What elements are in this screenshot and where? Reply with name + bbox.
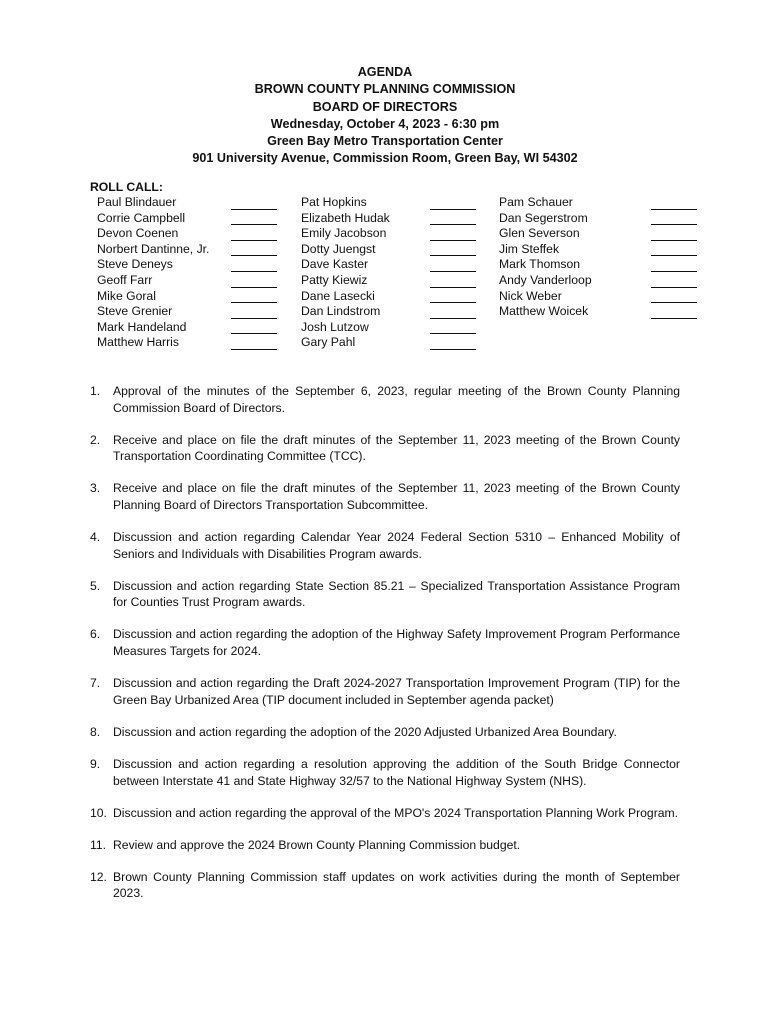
header-date-time: Wednesday, October 4, 2023 - 6:30 pm xyxy=(270,116,500,131)
member-name: Dan Lindstrom xyxy=(301,304,381,319)
member-name: Devon Coenen xyxy=(97,226,179,241)
agenda-item xyxy=(90,383,680,416)
agenda-item xyxy=(90,837,680,854)
roll-call-member xyxy=(499,289,697,305)
agenda-item-text: Discussion and action regarding the adoption of the 2020 Adjusted Urbanized Area Boundary. xyxy=(113,724,617,739)
agenda-item-text: Discussion and action regarding the adoption of the Highway Safety Improvement Program Performance Measures Targets for 2024. xyxy=(113,627,680,659)
roll-call-title: ROLL CALL: xyxy=(90,180,163,194)
agenda-item-number: 11. xyxy=(90,837,107,852)
roll-call-member xyxy=(97,273,277,289)
member-name: Dotty Juengst xyxy=(301,241,376,256)
roll-call-member xyxy=(97,242,277,258)
agenda-item xyxy=(90,869,680,902)
header-organization: BROWN COUNTY PLANNING COMMISSION xyxy=(254,82,516,97)
agenda-item-number: 5. xyxy=(90,578,101,593)
member-name: Josh Lutzow xyxy=(301,319,369,334)
attendance-line xyxy=(430,302,476,303)
roll-call-member xyxy=(97,195,277,211)
roll-call-member xyxy=(97,257,277,273)
attendance-line xyxy=(430,318,476,319)
agenda-item-number: 4. xyxy=(90,530,101,545)
attendance-line xyxy=(430,349,476,350)
roll-call-member xyxy=(499,273,697,289)
attendance-line xyxy=(231,333,277,334)
roll-call-member xyxy=(499,211,697,227)
member-name: Jim Steffek xyxy=(499,241,560,256)
agenda-item-text: Discussion and action regarding Calendar Year 2024 Federal Section 5310 – Enhanced Mobility of Seniors and Individuals with Disabilities Program awards. xyxy=(113,530,680,561)
roll-call-member xyxy=(97,211,277,227)
agenda-item-number: 7. xyxy=(90,676,101,691)
member-name: Nick Weber xyxy=(499,288,562,303)
member-name: Elizabeth Hudak xyxy=(301,210,390,225)
attendance-line xyxy=(430,209,476,210)
member-name: Mike Goral xyxy=(97,288,156,303)
attendance-line xyxy=(651,302,697,303)
member-name: Matthew Woicek xyxy=(499,304,589,319)
agenda-item xyxy=(90,675,680,708)
attendance-line xyxy=(651,240,697,241)
agenda-item-number: 8. xyxy=(90,724,101,739)
attendance-line xyxy=(651,287,697,288)
agenda-item-text: Approval of the minutes of the September 6, 2023, regular meeting of the Brown County Planning Commission Board of Directors. xyxy=(113,384,680,415)
member-name: Glen Severson xyxy=(499,226,580,241)
roll-call-member xyxy=(301,289,476,305)
member-name: Gary Pahl xyxy=(301,335,356,350)
attendance-line xyxy=(651,271,697,272)
agenda-item-number: 12. xyxy=(90,869,107,884)
attendance-line xyxy=(231,318,277,319)
member-name: Geoff Farr xyxy=(97,272,153,287)
agenda-item-text: Brown County Planning Commission staff updates on work activities during the month of September 2023. xyxy=(113,869,680,901)
attendance-line xyxy=(231,271,277,272)
agenda-item-text: Receive and place on file the draft minutes of the September 11, 2023 meeting of the Brown County Transportation Coordinating Committee (TCC). xyxy=(113,432,680,464)
attendance-line xyxy=(651,318,697,319)
attendance-line xyxy=(430,240,476,241)
member-name: Patty Kiewiz xyxy=(301,272,368,287)
agenda-item xyxy=(90,724,680,741)
roll-call-member xyxy=(97,335,277,351)
attendance-line xyxy=(231,209,277,210)
agenda-item-text: Discussion and action regarding the approval of the MPO's 2024 Transportation Planning Work Program. xyxy=(113,805,679,820)
roll-call-member xyxy=(499,226,697,242)
member-name: Mark Handeland xyxy=(97,319,187,334)
header-title: AGENDA xyxy=(357,65,413,79)
roll-call-column-2 xyxy=(301,195,476,351)
roll-call-member xyxy=(301,211,476,227)
agenda-item xyxy=(90,805,680,822)
attendance-line xyxy=(231,255,277,256)
roll-call-member xyxy=(97,320,277,336)
agenda-items-list xyxy=(90,383,680,917)
attendance-line xyxy=(651,255,697,256)
attendance-line xyxy=(430,224,476,225)
agenda-item-text: Discussion and action regarding State Section 85.21 – Specialized Transportation Assistance Program for Counties Trust Program awards. xyxy=(113,578,680,610)
header-venue: Green Bay Metro Transportation Center xyxy=(267,134,503,149)
member-name: Dane Lasecki xyxy=(301,288,375,303)
agenda-item-number: 9. xyxy=(90,756,101,771)
attendance-line xyxy=(651,224,697,225)
member-name: Norbert Dantinne, Jr. xyxy=(97,241,210,256)
member-name: Steve Grenier xyxy=(97,304,173,319)
roll-call-column-1 xyxy=(97,195,277,351)
agenda-item xyxy=(90,578,680,611)
member-name: Pat Hopkins xyxy=(301,195,367,209)
roll-call-column-3 xyxy=(499,195,697,320)
roll-call-member xyxy=(301,304,476,320)
member-name: Matthew Harris xyxy=(97,335,179,350)
attendance-line xyxy=(651,209,697,210)
agenda-item xyxy=(90,529,680,562)
agenda-item xyxy=(90,432,680,465)
member-name: Dave Kaster xyxy=(301,257,369,272)
roll-call-member xyxy=(301,242,476,258)
agenda-item-text: Discussion and action regarding the Draft 2024-2027 Transportation Improvement Program (TIP) for the Green Bay Urbanized Area (TIP document included in September agenda packet) xyxy=(113,676,680,707)
member-name: Steve Deneys xyxy=(97,257,173,272)
member-name: Dan Segerstrom xyxy=(499,210,588,225)
attendance-line xyxy=(231,240,277,241)
roll-call-member xyxy=(301,226,476,242)
agenda-item-text: Receive and place on file the draft minutes of the September 11, 2023 meeting of the Brown County Planning Board of Directors Transportation Subcommittee. xyxy=(113,481,680,512)
agenda-item-text: Review and approve the 2024 Brown County Planning Commission budget. xyxy=(113,837,521,852)
header-board: BOARD OF DIRECTORS xyxy=(312,99,458,114)
attendance-line xyxy=(430,287,476,288)
roll-call-member xyxy=(301,195,476,211)
roll-call-member xyxy=(301,320,476,336)
attendance-line xyxy=(231,224,277,225)
member-name: Corrie Campbell xyxy=(97,210,186,225)
member-name: Paul Blindauer xyxy=(97,195,177,209)
attendance-line xyxy=(231,287,277,288)
member-name: Emily Jacobson xyxy=(301,226,387,241)
attendance-line xyxy=(430,333,476,334)
attendance-line xyxy=(430,271,476,272)
member-name: Mark Thomson xyxy=(499,257,581,272)
agenda-item-number: 6. xyxy=(90,627,101,642)
agenda-header xyxy=(0,64,770,168)
member-name: Pam Schauer xyxy=(499,195,573,209)
attendance-line xyxy=(231,349,277,350)
agenda-item-number: 1. xyxy=(90,384,101,398)
roll-call-member xyxy=(499,195,697,211)
header-address: 901 University Avenue, Commission Room, Green Bay, WI 54302 xyxy=(192,151,578,166)
agenda-item-number: 2. xyxy=(90,432,101,447)
roll-call-member xyxy=(499,257,697,273)
attendance-line xyxy=(231,302,277,303)
roll-call-member xyxy=(97,289,277,305)
agenda-item xyxy=(90,480,680,513)
agenda-item-text: Discussion and action regarding a resolution approving the addition of the South Bridge Connector between Interstate 41 and State Highway 32/57 to the National Highway System (NHS). xyxy=(113,756,680,788)
agenda-item-number: 3. xyxy=(90,481,101,496)
roll-call-member xyxy=(499,304,697,320)
roll-call-member xyxy=(97,304,277,320)
roll-call-member xyxy=(301,335,476,351)
roll-call-member xyxy=(301,273,476,289)
agenda-item-number: 10. xyxy=(90,805,107,820)
attendance-line xyxy=(430,255,476,256)
roll-call-member xyxy=(97,226,277,242)
agenda-item xyxy=(90,756,680,789)
roll-call-member xyxy=(301,257,476,273)
roll-call-member xyxy=(499,242,697,258)
agenda-item xyxy=(90,626,680,659)
member-name: Andy Vanderloop xyxy=(499,272,592,287)
